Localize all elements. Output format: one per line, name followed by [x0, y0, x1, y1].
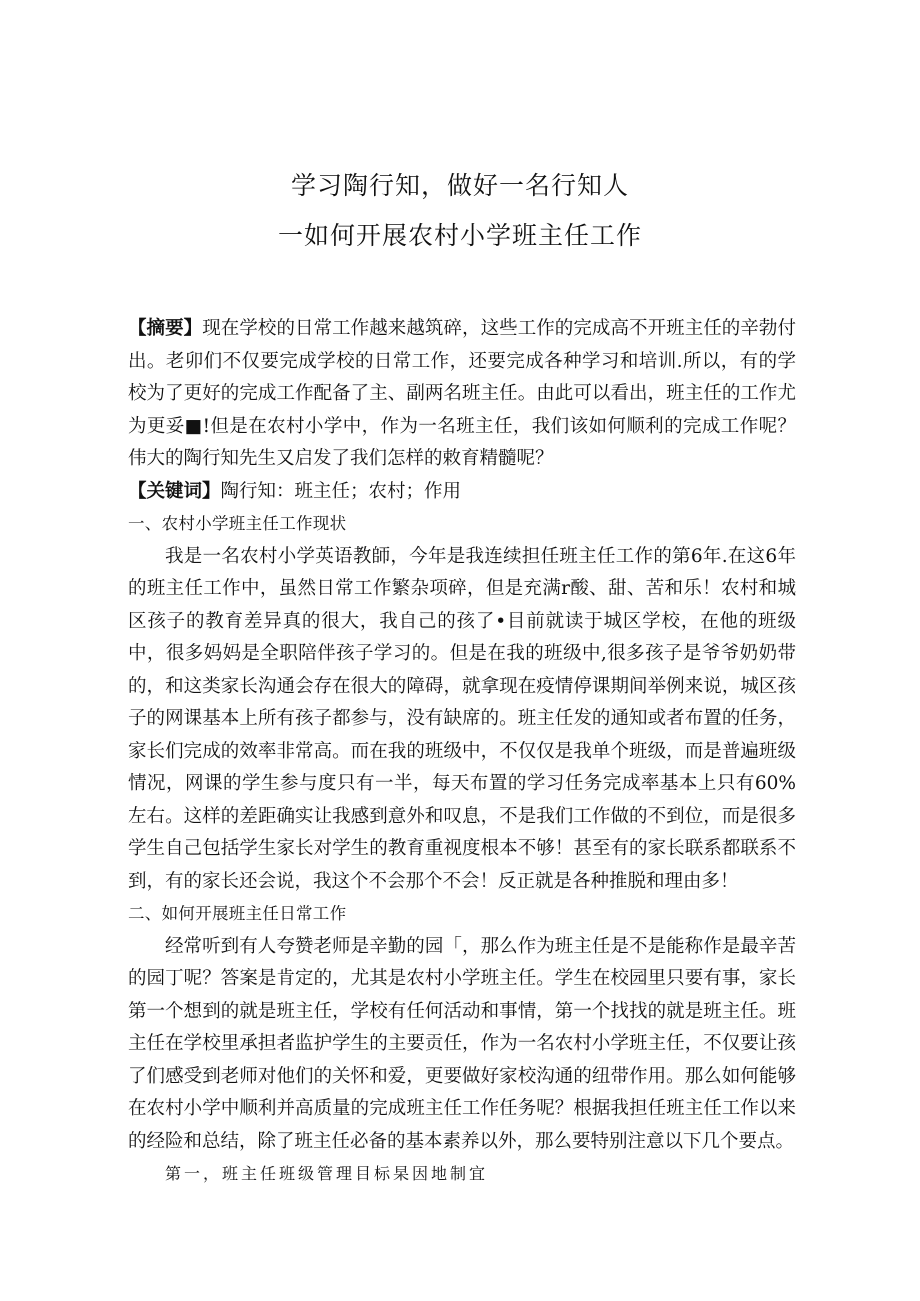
abstract-paragraph — [128, 313, 796, 476]
section-heading-daily-work: 二、如何开展班主任日常工作 — [128, 904, 347, 923]
point-one-heading: 第一，班主任班级管理目标杲因地制宜 — [165, 1164, 489, 1183]
section-heading-current-status: 一、农村小学班主任工作现状 — [128, 514, 347, 533]
section-paragraph-daily-work: 经常听到有人夸赞老师是辛勤的园「，那么作为班主任是不是能称作是最辛苦的园丁呢？答案是肯定的，尤其是农村小学班主任。学生在校园里只要有事，家长第一个想到的就是班主任，学校有任何活动和事情，第一个找找的就是班主任。班主任在学校里承担者监护学生的主要贡任，作为一名农村小学班主任，不仅要让孩了们感受到老师对他们的关怀和爱，更要做好家校沟通的纽带作用。那么如何能够在农村小学中顺利并高质量的完成班主任工作任务呢？根据我担任班主任工作以来的经险和总结，除了班主任必备的基本素养以外，那么要特别注意以下几个要点。 — [128, 935, 796, 1152]
document-subtitle: 一如何开展农村小学班主任工作 — [277, 221, 642, 250]
abstract-text: 现在学校的日常工作越来越筑碎，这些工作的完成高不开班主任的辛勃付出。老卯们不仅要完成学校的日常工作，还要完成各种学习和培训.所以，有的学校为了更好的完成工作配备了主、副两名班主任。由此可以看出，班主任的工作尤为更妥■!但是在农村小学中，作为一名班主任，我们该如何顺利的完成工作呢？伟大的陶行知先生又启发了我们怎样的敕育精髓呢？ — [128, 318, 796, 469]
document-body — [128, 313, 796, 1191]
document-title: 学习陶行知，做好一名行知人 — [290, 171, 629, 200]
keywords-paragraph — [128, 476, 796, 509]
section-paragraph-current-status: 我是一名农村小学英语教師，今年是我连续担任班主任工作的第6年.在这6年的班主任工作中，虽然日常工作繁杂项碎，但是充满r酸、甜、苦和乐！农村和城区孩子的教育差异真的很大，我自己的孩了•目前就读于城区学校，在他的班级中，很多妈妈是全职陪伴孩子学习的。但是在我的班级中,很多孩子是爷爷奶奶带的，和这类家长沟通会存在很大的障碍，就拿现在疫情停课期间举例来说，城区孩子的网课基本上所有孩子都参与，没有缺席的。班主任发的通知或者布置的任务，家长们完成的效率非常高。而在我的班级中，不仅仅是我单个班级，而是普遍班级情况，网课的学生参与度只有一半，每天布置的学习任务完成率基本上只有60%左右。这样的差距确实让我感到意外和叹息，不是我们工作做的不到位，而是很多学生自己包括学生家长对学生的教育重视度根本不够！甚至有的家长联系都联系不到，有的家长还会说，我这个不会那个不会！反正就是各种推脱和理由多！ — [128, 545, 796, 892]
abstract-label: 【摘要】 — [128, 318, 203, 339]
keywords-text: 陶行知：班主任；农村；作用 — [220, 480, 462, 502]
keywords-label: 【关键词】 — [128, 480, 221, 502]
